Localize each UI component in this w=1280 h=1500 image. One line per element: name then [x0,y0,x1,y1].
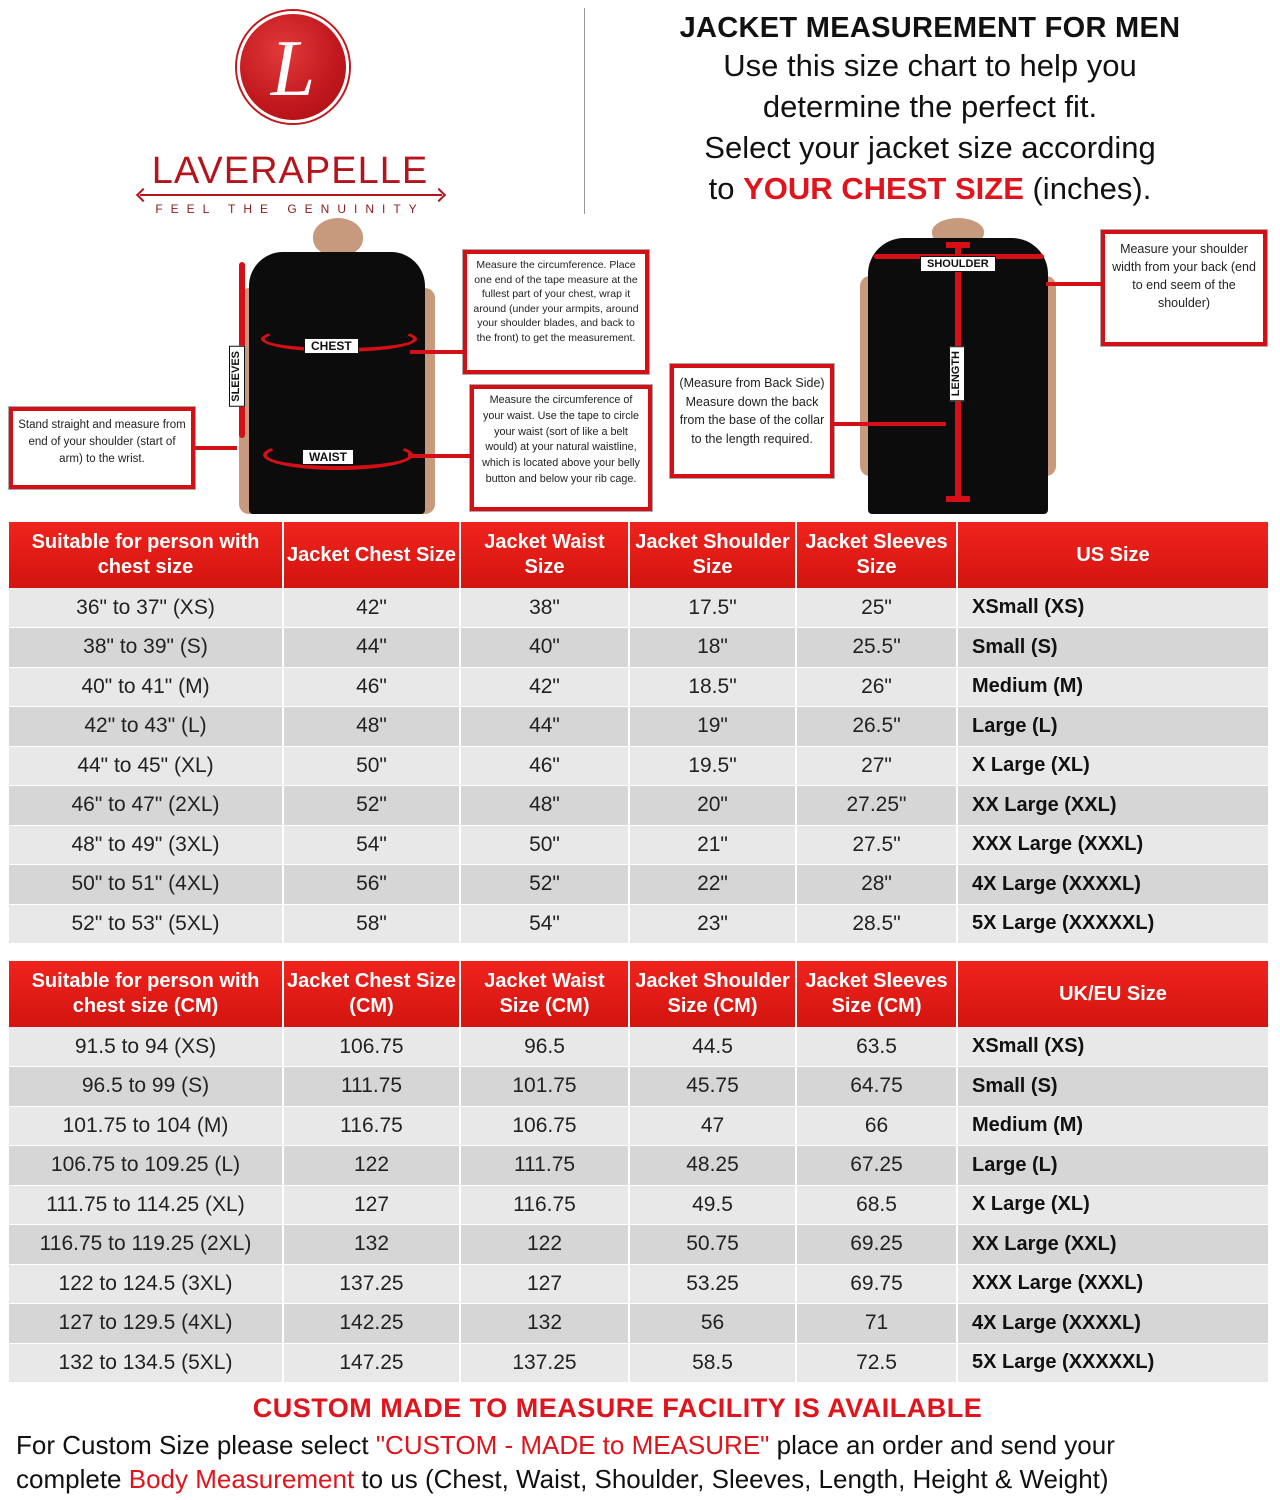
chest-instruction-note: Measure the circumference. Place one end of the tape measure at the fullest part of your chest, wrap it around (under your armpits, around your shoulder blades, and back to the front) to get the measurement. [463,250,649,374]
chest-size-highlight: YOUR CHEST SIZE [743,171,1024,206]
cell-size: XSmall (XS) [957,588,1268,628]
brand-name: LAVERAPELLE [151,150,429,192]
custom-line-2-post: to us (Chest, Waist, Shoulder, Sleeves, Length, Height & Weight) [354,1464,1109,1494]
cell-size: XXX Large (XXXL) [957,825,1268,865]
cell-size: 4X Large (XXXXL) [957,1304,1268,1344]
body-measurement-highlight: Body Measurement [128,1464,355,1494]
cell-size: XX Large (XXL) [957,1225,1268,1265]
cell-jacket-sleeves: 26.5" [796,707,957,747]
table-row [9,1264,1268,1304]
cell-chest-range: 91.5 to 94 (XS) [9,1027,283,1067]
cm-table-header-row [9,961,1268,1027]
cell-jacket-sleeves: 72.5 [796,1343,957,1383]
cell-size: XX Large (XXL) [957,786,1268,826]
cell-jacket-waist: 132 [460,1304,629,1344]
cell-size: 5X Large (XXXXXL) [957,904,1268,944]
waist-note-connector [408,454,472,458]
cell-jacket-shoulder: 22" [629,865,796,905]
cell-jacket-chest: 111.75 [283,1067,460,1107]
cell-size: 4X Large (XXXXL) [957,865,1268,905]
us-size-table [9,522,1268,944]
length-instruction-note: (Measure from Back Side) Measure down the back from the base of the collar to the length required. [670,364,834,478]
custom-option-highlight: "CUSTOM - MADE to MEASURE" [375,1430,770,1460]
cell-size: Small (S) [957,1067,1268,1107]
intro-line-1: Use this size chart to help you [723,48,1137,83]
cell-jacket-chest: 56" [283,865,460,905]
cell-jacket-waist: 42" [460,667,629,707]
cell-chest-range: 132 to 134.5 (5XL) [9,1343,283,1383]
cell-jacket-waist: 101.75 [460,1067,629,1107]
cell-chest-range: 44" to 45" (XL) [9,746,283,786]
cell-size: Large (L) [957,1146,1268,1186]
cell-jacket-chest: 42" [283,588,460,628]
cell-jacket-chest: 50" [283,746,460,786]
waist-label: WAIST [302,449,354,465]
cell-size: Medium (M) [957,1106,1268,1146]
cell-size: 5X Large (XXXXXL) [957,1343,1268,1383]
cell-jacket-waist: 137.25 [460,1343,629,1383]
custom-instruction-line-1 [16,1430,1266,1461]
cell-jacket-shoulder: 47 [629,1106,796,1146]
cm-header-uk-eu-size: UK/EU Size [957,961,1268,1027]
custom-line-1-post: place an order and send your [769,1430,1115,1460]
cell-jacket-shoulder: 45.75 [629,1067,796,1107]
us-header-chest-range: Suitable for person with chest size [9,522,283,588]
cell-chest-range: 38" to 39" (S) [9,628,283,668]
custom-measure-title: CUSTOM MADE TO MEASURE FACILITY IS AVAILABLE [252,1393,983,1423]
cell-jacket-waist: 96.5 [460,1027,629,1067]
cell-jacket-chest: 44" [283,628,460,668]
shoulder-note-connector [1046,282,1102,286]
cell-jacket-waist: 50" [460,825,629,865]
cell-jacket-shoulder: 50.75 [629,1225,796,1265]
cell-jacket-chest: 142.25 [283,1304,460,1344]
cell-size: XXX Large (XXXL) [957,1264,1268,1304]
cell-chest-range: 101.75 to 104 (M) [9,1106,283,1146]
cm-header-jacket-shoulder: Jacket Shoulder Size (CM) [629,961,796,1027]
length-measure-cap-top [946,242,970,248]
table-row [9,1225,1268,1265]
cell-jacket-shoulder: 23" [629,904,796,944]
logo-letter: L [270,25,316,113]
cell-jacket-shoulder: 18" [629,628,796,668]
cell-jacket-chest: 147.25 [283,1343,460,1383]
sleeves-instruction-note: Stand straight and measure from end of your shoulder (start of arm) to the wrist. [9,407,195,489]
cell-jacket-waist: 106.75 [460,1106,629,1146]
cell-jacket-chest: 58" [283,904,460,944]
length-measure-cap-bottom [946,496,970,502]
table-row [9,588,1268,628]
cell-jacket-shoulder: 19.5" [629,746,796,786]
table-row [9,1185,1268,1225]
intro-line-4 [600,171,1260,207]
cell-size: Large (L) [957,707,1268,747]
cell-jacket-sleeves: 28.5" [796,904,957,944]
cell-jacket-sleeves: 26" [796,667,957,707]
cell-jacket-shoulder: 58.5 [629,1343,796,1383]
cell-jacket-sleeves: 63.5 [796,1027,957,1067]
table-row [9,904,1268,944]
table-row [9,1304,1268,1344]
cell-jacket-shoulder: 19" [629,707,796,747]
table-row [9,667,1268,707]
table-row [9,628,1268,668]
brand-tagline: FEEL THE GENUINITY [155,202,425,216]
table-row [9,865,1268,905]
cell-jacket-shoulder: 21" [629,825,796,865]
intro-line-4-post: (inches). [1023,171,1152,206]
cm-header-jacket-chest: Jacket Chest Size (CM) [283,961,460,1027]
cell-chest-range: 36" to 37" (XS) [9,588,283,628]
header-divider [584,8,585,214]
cell-jacket-chest: 54" [283,825,460,865]
cell-chest-range: 116.75 to 119.25 (2XL) [9,1225,283,1265]
cell-jacket-sleeves: 69.25 [796,1225,957,1265]
cell-chest-range: 106.75 to 109.25 (L) [9,1146,283,1186]
cell-jacket-sleeves: 25.5" [796,628,957,668]
cell-jacket-chest: 116.75 [283,1106,460,1146]
cell-jacket-sleeves: 27" [796,746,957,786]
table-row [9,825,1268,865]
cell-jacket-chest: 106.75 [283,1027,460,1067]
us-header-jacket-sleeves: Jacket Sleeves Size [796,522,957,588]
cell-jacket-sleeves: 68.5 [796,1185,957,1225]
cell-chest-range: 122 to 124.5 (3XL) [9,1264,283,1304]
cell-chest-range: 50" to 51" (4XL) [9,865,283,905]
us-table-header-row [9,522,1268,588]
us-header-jacket-shoulder: Jacket Shoulder Size [629,522,796,588]
cell-jacket-shoulder: 44.5 [629,1027,796,1067]
cell-chest-range: 40" to 41" (M) [9,667,283,707]
us-header-us-size: US Size [957,522,1268,588]
sleeves-note-connector [195,446,237,450]
waist-instruction-note: Measure the circumference of your waist. Use the tape to circle your waist (sort of like a belt would) at your natural waistline, which is located above your belly button and below your rib cage. [470,385,652,511]
cell-jacket-waist: 52" [460,865,629,905]
table-row [9,1027,1268,1067]
table-row [9,1106,1268,1146]
cm-header-chest-range: Suitable for person with chest size (CM) [9,961,283,1027]
logo-emblem [237,11,349,123]
cell-jacket-waist: 122 [460,1225,629,1265]
cell-size: Medium (M) [957,667,1268,707]
cell-jacket-chest: 122 [283,1146,460,1186]
cell-jacket-chest: 137.25 [283,1264,460,1304]
cell-jacket-waist: 111.75 [460,1146,629,1186]
cell-jacket-shoulder: 56 [629,1304,796,1344]
table-row [9,707,1268,747]
cell-jacket-shoulder: 53.25 [629,1264,796,1304]
cell-chest-range: 127 to 129.5 (4XL) [9,1304,283,1344]
custom-instruction-line-2 [16,1464,1266,1495]
length-note-connector [834,422,946,426]
brand-arrow-divider [140,194,442,196]
us-header-jacket-waist: Jacket Waist Size [460,522,629,588]
cell-chest-range: 48" to 49" (3XL) [9,825,283,865]
cell-jacket-sleeves: 27.5" [796,825,957,865]
front-model-head [313,218,363,256]
cell-jacket-shoulder: 18.5" [629,667,796,707]
cell-jacket-shoulder: 17.5" [629,588,796,628]
cell-jacket-sleeves: 71 [796,1304,957,1344]
cell-jacket-shoulder: 49.5 [629,1185,796,1225]
front-tshirt [249,252,425,514]
intro-line-2: determine the perfect fit. [762,89,1098,124]
table-row [9,1146,1268,1186]
cell-jacket-chest: 132 [283,1225,460,1265]
cell-jacket-shoulder: 20" [629,786,796,826]
cell-size: Small (S) [957,628,1268,668]
cell-chest-range: 111.75 to 114.25 (XL) [9,1185,283,1225]
cell-jacket-sleeves: 69.75 [796,1264,957,1304]
cell-chest-range: 96.5 to 99 (S) [9,1067,283,1107]
cell-jacket-sleeves: 67.25 [796,1146,957,1186]
cell-jacket-chest: 48" [283,707,460,747]
cell-jacket-sleeves: 25" [796,588,957,628]
cell-size: XSmall (XS) [957,1027,1268,1067]
cell-jacket-waist: 127 [460,1264,629,1304]
cell-jacket-waist: 44" [460,707,629,747]
cm-size-table [9,961,1268,1383]
cell-jacket-chest: 46" [283,667,460,707]
cell-chest-range: 42" to 43" (L) [9,707,283,747]
intro-line-4-pre: to [708,171,744,206]
cell-jacket-chest: 127 [283,1185,460,1225]
cell-jacket-sleeves: 28" [796,865,957,905]
us-table-body [9,588,1268,944]
table-row [9,1343,1268,1383]
cell-jacket-sleeves: 64.75 [796,1067,957,1107]
cell-jacket-waist: 40" [460,628,629,668]
us-header-jacket-chest: Jacket Chest Size [283,522,460,588]
cell-jacket-waist: 48" [460,786,629,826]
custom-line-1-pre: For Custom Size please select [16,1430,376,1460]
cell-jacket-shoulder: 48.25 [629,1146,796,1186]
cell-jacket-waist: 116.75 [460,1185,629,1225]
cell-size: X Large (XL) [957,746,1268,786]
chest-note-connector [410,350,465,354]
custom-line-2-pre: complete [16,1464,129,1494]
cell-jacket-waist: 38" [460,588,629,628]
cell-jacket-sleeves: 66 [796,1106,957,1146]
table-row [9,1067,1268,1107]
shoulder-instruction-note: Measure your shoulder width from your back (end to end seem of the shoulder) [1101,230,1267,346]
sleeves-label: SLEEVES [229,346,245,407]
measurement-illustration [0,218,1280,518]
cell-jacket-sleeves: 27.25" [796,786,957,826]
front-model [225,218,445,514]
length-label: LENGTH [949,346,965,401]
cell-chest-range: 46" to 47" (2XL) [9,786,283,826]
cell-jacket-chest: 52" [283,786,460,826]
table-row [9,786,1268,826]
cell-size: X Large (XL) [957,1185,1268,1225]
cm-header-jacket-waist: Jacket Waist Size (CM) [460,961,629,1027]
shoulder-label: SHOULDER [920,256,996,272]
cm-header-jacket-sleeves: Jacket Sleeves Size (CM) [796,961,957,1027]
cell-jacket-waist: 54" [460,904,629,944]
cell-chest-range: 52" to 53" (5XL) [9,904,283,944]
table-row [9,746,1268,786]
cm-table-body [9,1027,1268,1383]
page-title: JACKET MEASUREMENT FOR MEN [679,12,1181,44]
brand-logo [130,8,450,218]
intro-line-3: Select your jacket size according [704,130,1156,165]
cell-jacket-waist: 46" [460,746,629,786]
chest-label: CHEST [304,338,359,354]
